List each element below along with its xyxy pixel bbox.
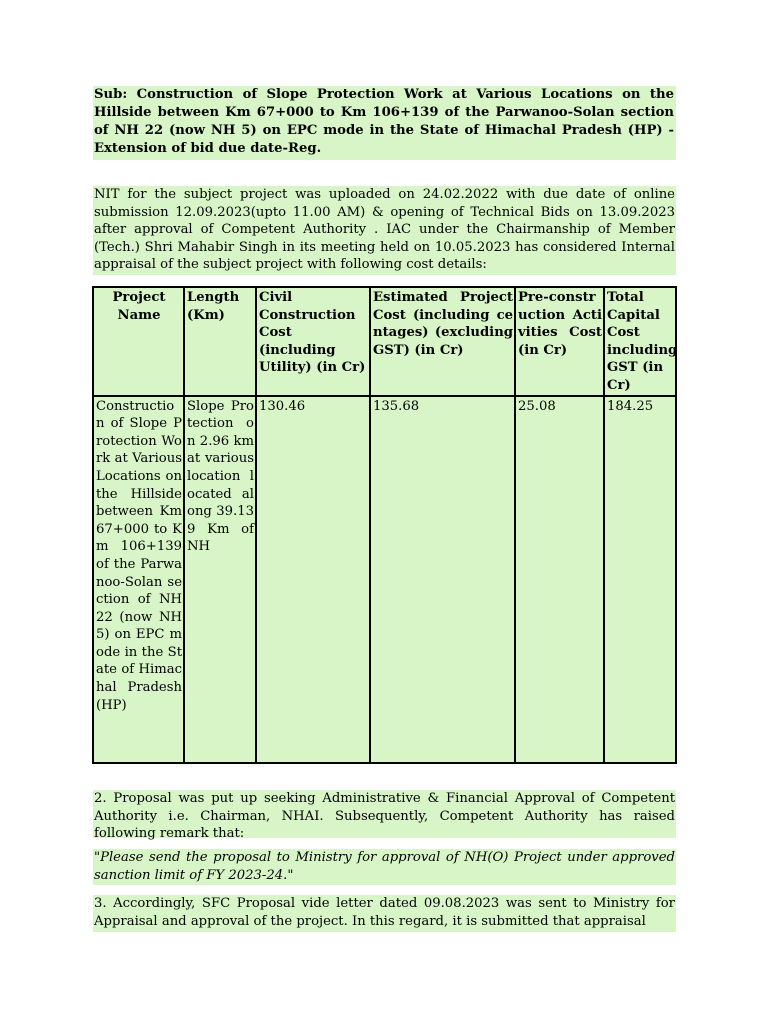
header-length: Length (Km): [184, 287, 256, 396]
cell-civil-construction-cost: 130.46: [256, 396, 370, 763]
table-header-row: [93, 287, 676, 396]
paragraph-nit-details: NIT for the subject project was uploaded on 24.02.2022 with due date of online submission 12.09.2023(upto 11.00 AM) & opening of Technical Bids on 13.09.2023 after approval of Competent Authority . IAC under the Chairmanship of Member (Tech.) Shri Mahabir Singh in its meeting held on 10.05.2023 has considered Internal appraisal of the subject project with following cost details:: [93, 186, 676, 275]
subject-line: Sub: Construction of Slope Protection Work at Various Locations on the Hillside between Km 67+000 to Km 106+139 of the Parwanoo-Solan section of NH 22 (now NH 5) on EPC mode in the State of Himachal Pradesh (HP) - Extension of bid due date-Reg.: [93, 86, 676, 160]
cost-details-table: [92, 286, 677, 764]
header-estimated-project-cost: Estimated Project Cost (including centages) (excluding GST) (in Cr): [370, 287, 515, 396]
header-civil-construction-cost: Civil Construction Cost (including Utility) (in Cr): [256, 287, 370, 396]
paragraph-proposal: 2. Proposal was put up seeking Administrative & Financial Approval of Competent Authority i.e. Chairman, NHAI. Subsequently, Competent Authority has raised following remark that:: [94, 791, 675, 842]
header-total-capital-cost: Total Capital Cost including GST (in Cr): [604, 287, 676, 396]
cell-pre-construction-cost: 25.08: [515, 396, 604, 763]
header-project-name: Project Name: [93, 287, 184, 396]
cell-total-capital-cost: 184.25: [604, 396, 676, 763]
cell-length: Slope Protection on 2.96 km at various location located along 39.139 Km of NH: [184, 396, 256, 763]
header-pre-construction-cost: Pre-construction Activities Cost (in Cr): [515, 287, 604, 396]
paragraph-sfc-proposal: 3. Accordingly, SFC Proposal vide letter dated 09.08.2023 was sent to Ministry for Appraisal and approval of the project. In this regard, it is submitted that appraisal: [93, 895, 676, 932]
cell-project-name: Construction of Slope Protection Work at Various Locations on the Hillside between Km 67+000 to Km 106+139 of the Parwanoo-Solan section of NH 22 (now NH 5) on EPC mode in the State of Himachal Pradesh (HP): [93, 396, 184, 763]
remark-quote: "Please send the proposal to Ministry for approval of NH(O) Project under approved sanction limit of FY 2023-24.": [93, 849, 676, 885]
table-row: [93, 396, 676, 763]
cell-estimated-project-cost: 135.68: [370, 396, 515, 763]
